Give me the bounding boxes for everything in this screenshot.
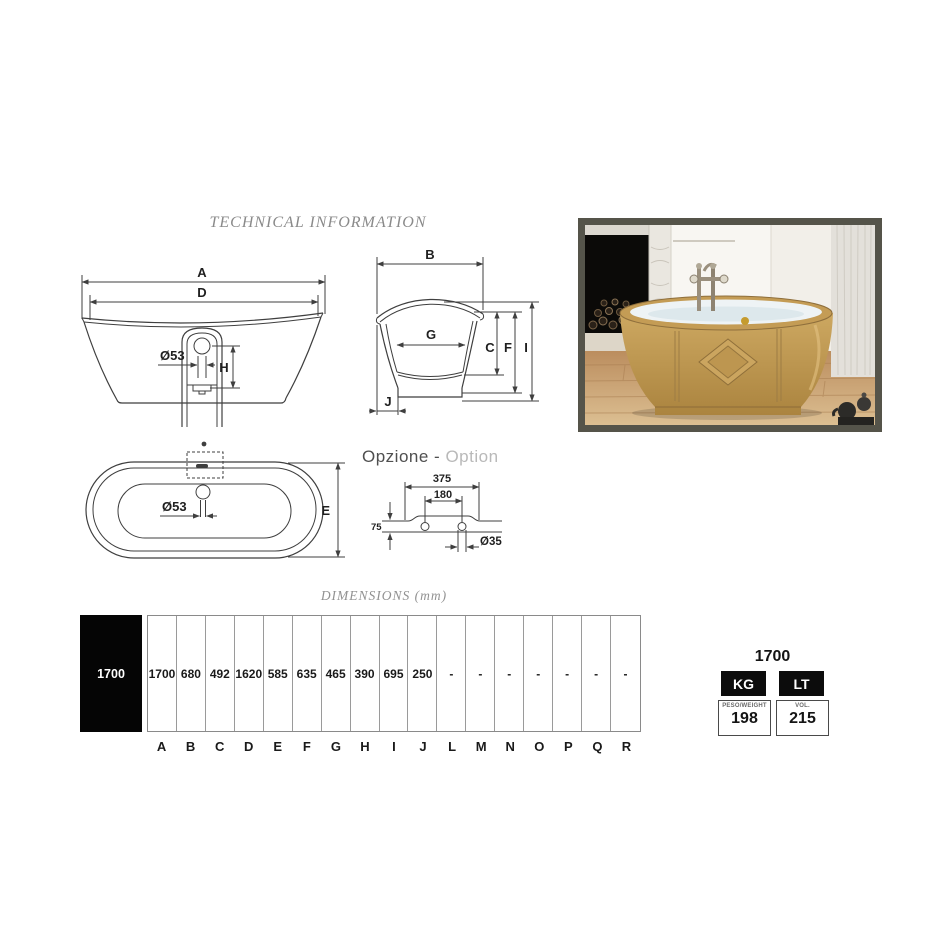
column-label: C [214,739,225,754]
option-dim-75: 75 [371,522,382,533]
column-label: Q [592,739,603,754]
spec-model: 1700 [754,648,791,665]
bathtub [620,296,833,420]
column-label: I [392,739,396,754]
column-label: F [302,739,311,754]
dim-label-a: A [197,265,207,280]
column-label: H [360,739,370,754]
asterisk-marker [202,442,207,447]
volume-value-box [776,700,829,736]
curtain [831,225,875,377]
volume-label: VOL. [795,703,810,709]
table-cell: 390 [351,616,380,731]
option-drawing [358,468,548,578]
dim-label-b: B [425,247,435,262]
column-label: N [505,739,515,754]
option-dim-180: 180 [433,489,453,501]
dim-label-i: I [524,340,528,355]
dim-label-h: H [219,360,229,375]
table-cell: 465 [322,616,351,731]
table-cell: - [553,616,582,731]
top-view-drawing [74,430,360,582]
column-label: J [419,739,427,754]
front-drain-diameter-label: Ø53 [160,348,185,363]
column-label: A [156,739,167,754]
column-label: G [330,739,341,754]
table-cell: 695 [380,616,409,731]
column-label: P [564,739,573,754]
top-drain-diameter-label: Ø53 [162,499,187,514]
column-label: E [273,739,283,754]
option-dim-hole-diameter: Ø35 [480,536,502,548]
option-title-english: Option [445,447,499,466]
table-cell: 1700 [148,616,177,731]
table-cell: 250 [408,616,437,731]
table-cell: - [495,616,524,731]
volume-unit-header: LT [779,671,824,696]
option-title [362,447,499,467]
model-cell: 1700 [80,615,142,732]
drain-cap [741,317,749,325]
front-view-drawing [74,262,346,434]
table-cell: 635 [293,616,322,731]
page-title: TECHNICAL INFORMATION [209,214,427,231]
dim-label-d: D [197,285,207,300]
column-label: M [475,739,487,754]
column-label: B [185,739,196,754]
table-cell: - [437,616,466,731]
dimensions-labels [147,739,641,755]
dimensions-title: DIMENSIONS (mm) [320,588,448,603]
dim-label-c: C [485,340,495,355]
option-title-italian: Opzione - [362,447,441,466]
table-cell: 492 [206,616,235,731]
column-label: L [448,739,457,754]
table-cell: 585 [264,616,293,731]
table-cell: - [524,616,553,731]
table-cell: - [582,616,611,731]
table-cell: - [623,666,628,681]
weight-value-box [718,700,771,736]
weight-value: 198 [731,710,758,727]
product-photo [578,218,882,432]
dim-label-j: J [384,394,392,409]
table-cell: 680 [177,616,206,731]
table-cell: - [466,616,495,731]
table-cell: 1620 [235,616,264,731]
photo-scene [585,225,875,425]
dim-label-f: F [504,340,512,355]
column-label: O [534,739,545,754]
option-dim-375: 375 [432,473,452,485]
dim-label-e: E [321,503,330,518]
column-label: D [244,739,254,754]
dimensions-grid [147,615,641,732]
volume-value: 215 [789,710,816,727]
weight-label: PESO/WEIGHT [722,703,767,709]
side-view-drawing [354,244,546,426]
column-label: R [621,739,632,754]
weight-unit-header: KG [721,671,766,696]
dim-label-g: G [425,327,437,342]
